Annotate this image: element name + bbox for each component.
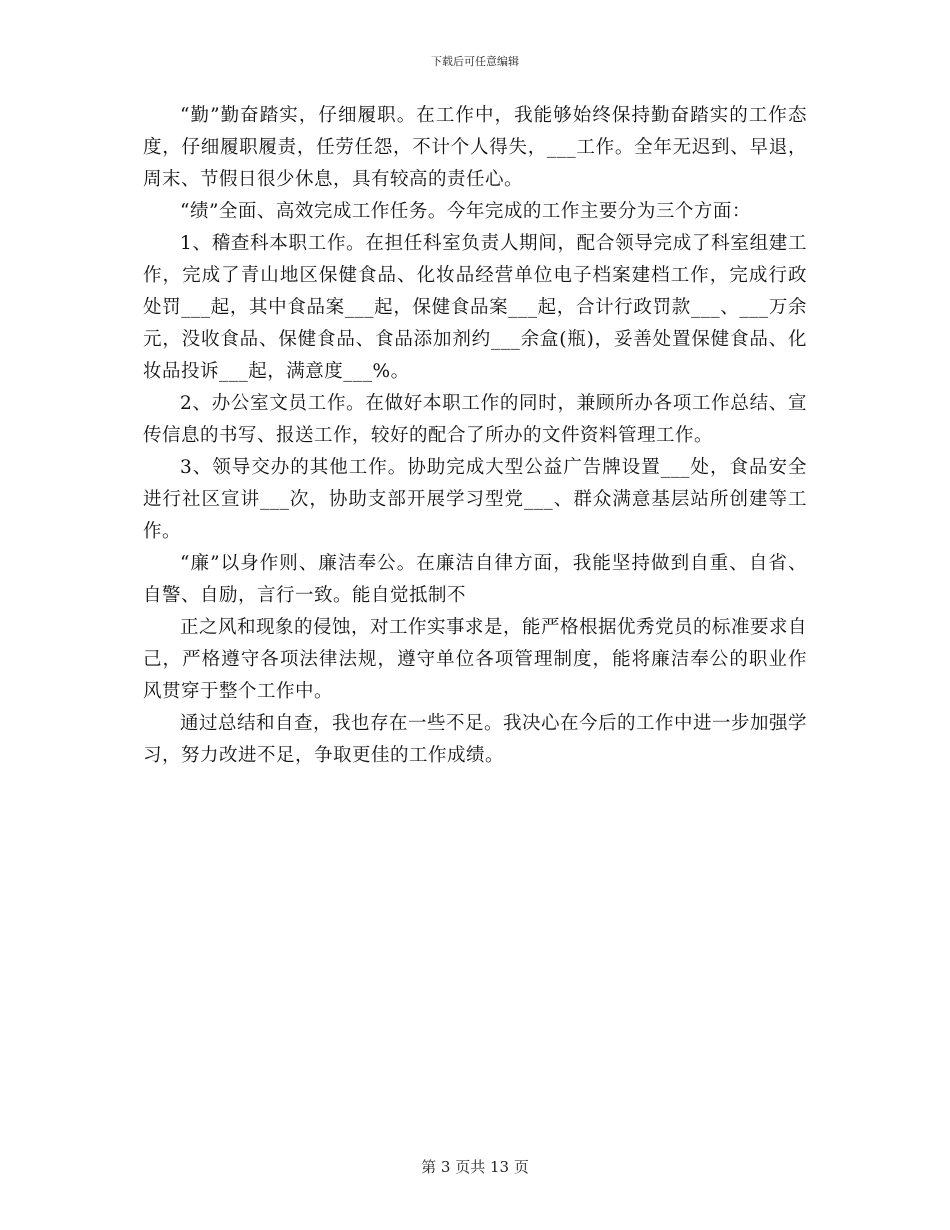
page-header: 下载后可任意编辑 [431,55,519,68]
page-footer: 第 3 页共 13 页 [421,1158,529,1176]
paragraph-diligence: “勤”勤奋踏实，仔细履职。在工作中，我能够始终保持勤奋踏实的工作态度，仔细履职履责，任劳任怨，不计个人得失，___工作。全年无迟到、早退，周末、节假日很少休息，具有较高的责任心。 [143,105,807,190]
paragraph-integrity: “廉”以身作则、廉洁奉公。在廉洁自律方面，我能坚持做到自重、自省、自警、自励，言行一致。能自觉抵制不 [143,553,807,606]
document-body [143,100,807,772]
paragraph-item-3: 3、领导交办的其他工作。协助完成大型公益广告牌设置___处，食品安全进行社区宣讲___次，协助支部开展学习型党___、群众满意基层站所创建等工作。 [143,457,807,542]
paragraph-conclusion: 通过总结和自查，我也存在一些不足。我决心在今后的工作中进一步加强学习，努力改进不足，争取更佳的工作成绩。 [143,713,808,766]
paragraph-item-1: 1、稽查科本职工作。在担任科室负责人期间，配合领导完成了科室组建工作，完成了青山地区保健食品、化妆品经营单位电子档案建档工作，完成行政处罚___起，其中食品案___起，保健食品案___起，合计行政罚款___、___万余元，没收食品、保健食品、食品添加剂约___余盒(瓶)，妥善处置保健食品、化妆品投诉___起，满意度___%。 [143,233,807,382]
paragraph-item-2: 2、办公室文员工作。在做好本职工作的同时，兼顾所办各项工作总结、宣传信息的书写、报送工作，较好的配合了所办的文件资料管理工作。 [143,393,807,446]
paragraph-integrity-cont: 正之风和现象的侵蚀，对工作实事求是，能严格根据优秀党员的标准要求自己，严格遵守各项法律法规，遵守单位各项管理制度，能将廉洁奉公的职业作风贯穿于整个工作中。 [143,617,808,702]
paragraph-performance: “绩”全面、高效完成工作任务。今年完成的工作主要分为三个方面： [180,201,751,222]
